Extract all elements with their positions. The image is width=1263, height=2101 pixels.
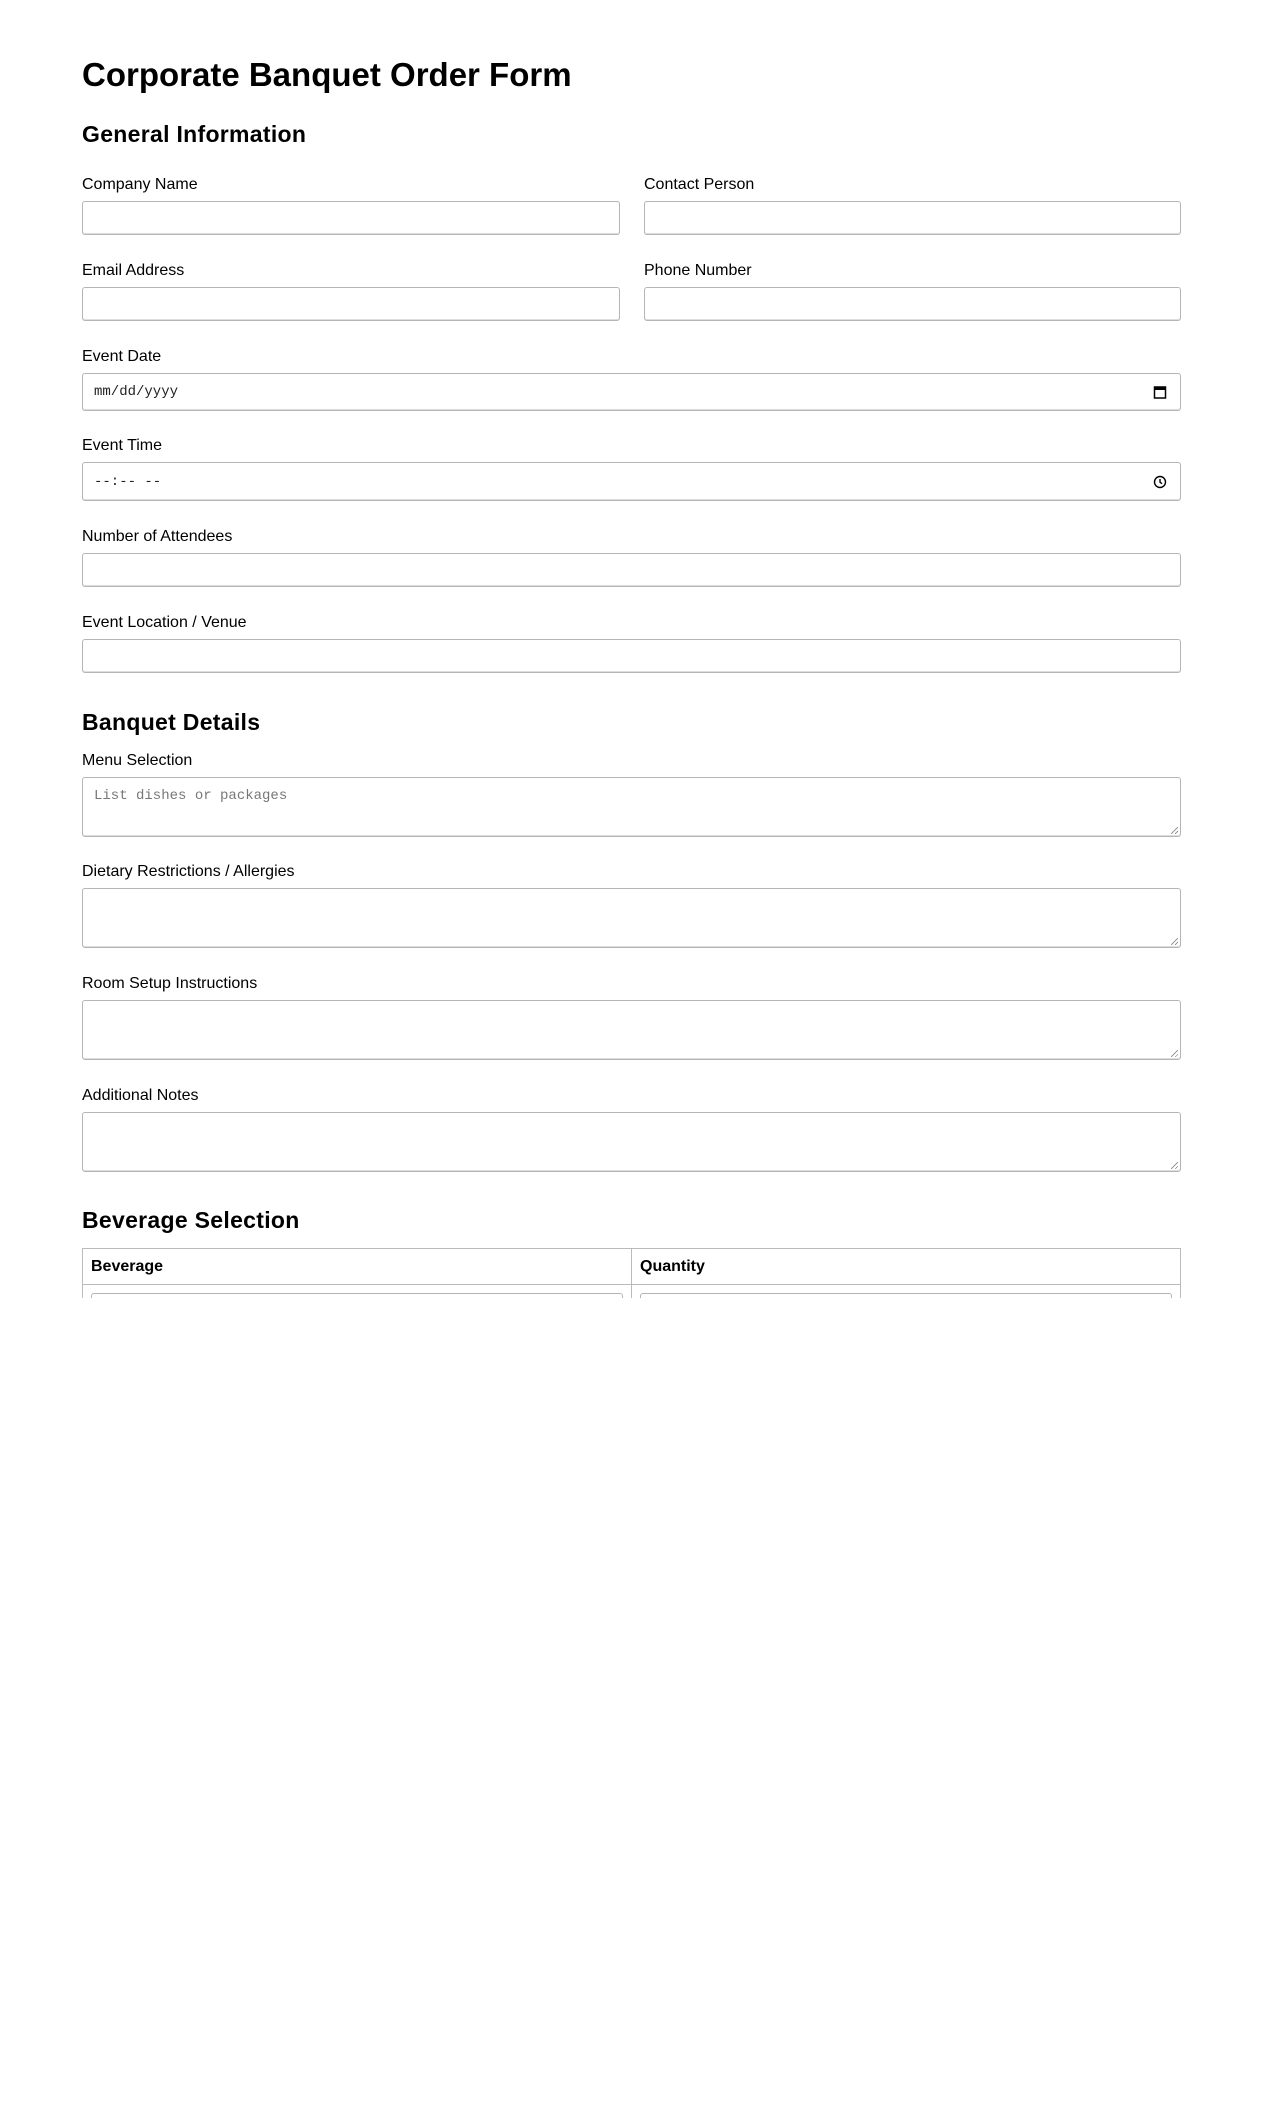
email-input[interactable] [82, 287, 620, 321]
beverage-input[interactable] [91, 1293, 623, 1298]
attendees-input[interactable] [82, 553, 1181, 587]
menu-label: Menu Selection [82, 752, 193, 769]
section-beverage-selection: Beverage Selection [82, 1207, 300, 1233]
resize-handle-icon[interactable] [1171, 827, 1178, 834]
phone-label: Phone Number [644, 262, 752, 279]
section-banquet-details: Banquet Details [82, 709, 261, 735]
location-input[interactable] [82, 639, 1181, 673]
room-setup-textarea[interactable] [82, 1000, 1181, 1060]
beverage-cell [83, 1285, 632, 1299]
room-setup-label: Room Setup Instructions [82, 975, 258, 992]
email-label: Email Address [82, 262, 185, 279]
section-general-information: General Information [82, 121, 307, 147]
event-time-label: Event Time [82, 437, 163, 454]
notes-textarea[interactable] [82, 1112, 1181, 1172]
quantity-cell [632, 1285, 1181, 1299]
attendees-label: Number of Attendees [82, 528, 233, 545]
dietary-label: Dietary Restrictions / Allergies [82, 863, 295, 880]
clock-icon[interactable] [1152, 474, 1168, 490]
contact-person-input[interactable] [644, 201, 1181, 235]
phone-input[interactable] [644, 287, 1181, 321]
dietary-textarea[interactable] [82, 888, 1181, 948]
company-name-label: Company Name [82, 176, 198, 193]
quantity-input[interactable] [640, 1293, 1172, 1298]
menu-placeholder: List dishes or packages [94, 788, 288, 804]
event-date-input[interactable] [82, 373, 1181, 411]
calendar-icon[interactable] [1152, 384, 1168, 400]
quantity-column-header: Quantity [632, 1249, 1181, 1285]
notes-label: Additional Notes [82, 1087, 199, 1104]
event-time-placeholder: --:-- -- [94, 474, 162, 490]
event-date-placeholder: mm/dd/yyyy [94, 384, 179, 400]
beverage-table [82, 1248, 1181, 1298]
beverage-column-header: Beverage [83, 1249, 632, 1285]
table-row [83, 1285, 1181, 1299]
resize-handle-icon[interactable] [1171, 938, 1178, 945]
location-label: Event Location / Venue [82, 614, 247, 631]
page-title: Corporate Banquet Order Form [82, 56, 572, 93]
contact-person-label: Contact Person [644, 176, 755, 193]
event-date-label: Event Date [82, 348, 162, 365]
event-time-input[interactable] [82, 462, 1181, 501]
company-name-input[interactable] [82, 201, 620, 235]
menu-textarea[interactable] [82, 777, 1181, 837]
table-header-row [83, 1249, 1181, 1285]
resize-handle-icon[interactable] [1171, 1162, 1178, 1169]
resize-handle-icon[interactable] [1171, 1050, 1178, 1057]
